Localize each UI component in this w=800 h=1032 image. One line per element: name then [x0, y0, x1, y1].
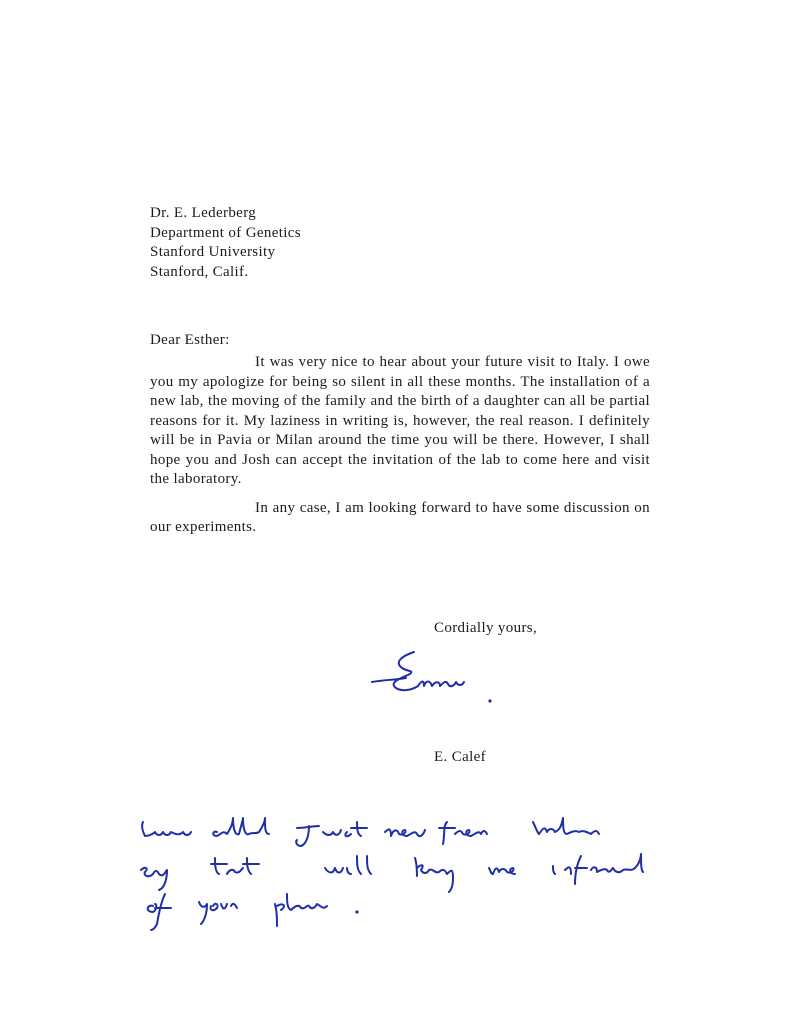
body-paragraph-2: In any case, I am looking forward to have some discussion on our experiments.: [150, 499, 650, 535]
salutation: Dear Esther:: [150, 332, 230, 348]
handwritten-signature: [366, 646, 506, 716]
handwritten-postscript: [135, 808, 735, 948]
signer-name: E. Calef: [434, 749, 486, 765]
letter-body: [150, 353, 650, 547]
address-line-city: Stanford, Calif.: [150, 263, 249, 280]
address-line-name: Dr. E. Lederberg: [150, 205, 257, 221]
body-paragraph-1: It was very nice to hear about your future visit to Italy. I owe you my apologize for being so silent in all these months. The installation of a new lab, the moving of the family and the birth of a daughter can all be partial reasons for it. My laziness in writing is, however, the real reason. I definitely will be in Pavia or Milan around the time you will be there. However, I shall hope you and Josh can accept the invitation of the lab to come here and visit the laboratory.: [150, 354, 650, 487]
address-line-department: Department of Genetics: [150, 224, 301, 241]
recipient-address: [150, 204, 301, 282]
closing: Cordially yours,: [434, 620, 538, 636]
address-line-university: Stanford University: [150, 244, 276, 260]
